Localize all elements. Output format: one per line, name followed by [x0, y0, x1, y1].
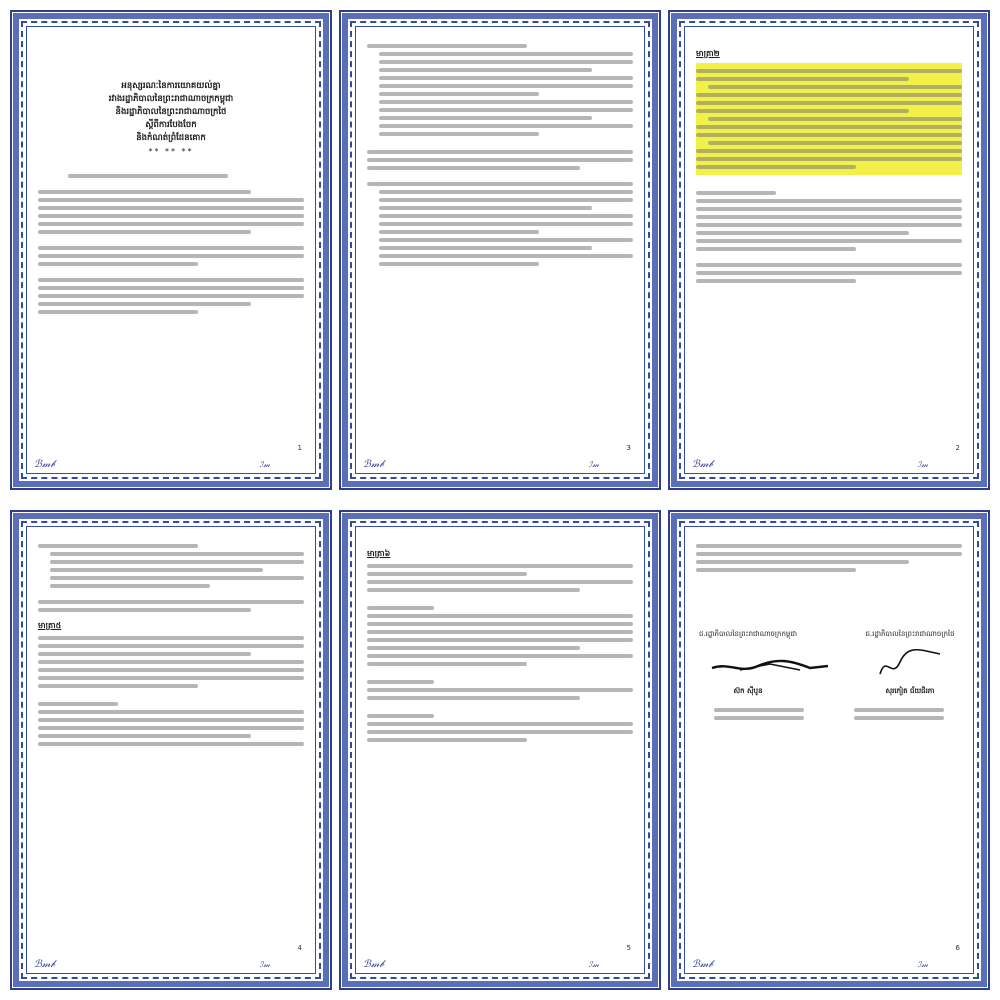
text-line [379, 84, 633, 88]
text-line [367, 166, 580, 170]
heading-stars: ** ** ** [148, 147, 194, 156]
text-line [38, 254, 304, 258]
text-line [38, 286, 304, 290]
initial-signature: ℐ𝓂 [588, 460, 599, 469]
text-line [367, 564, 633, 568]
text-line [38, 198, 304, 202]
article-heading: មាត្រា៦ [367, 549, 391, 558]
page-number: 3 [626, 444, 631, 452]
text-line [367, 182, 633, 186]
text-line [367, 662, 527, 666]
text-line [379, 238, 633, 242]
text-line [696, 125, 962, 129]
document-page-3 [339, 10, 661, 490]
page-body [38, 40, 304, 448]
text-line [38, 302, 251, 306]
text-line [367, 696, 580, 700]
text-line [854, 716, 944, 720]
text-line [38, 262, 198, 266]
text-line [367, 738, 527, 742]
text-line [379, 198, 633, 202]
text-line [696, 223, 962, 227]
text-line [38, 718, 304, 722]
text-line [38, 710, 304, 714]
initial-signature: ℬ𝓂𝒷 [34, 459, 55, 470]
text-line [38, 278, 304, 282]
text-line [696, 544, 962, 548]
text-line [379, 206, 592, 210]
text-line [50, 552, 304, 556]
text-line [379, 190, 633, 194]
text-line [38, 668, 304, 672]
text-line [367, 622, 633, 626]
text-line [696, 207, 962, 211]
text-line [696, 568, 856, 572]
text-line [38, 726, 304, 730]
signatory-left-title [714, 704, 804, 724]
text-line [367, 630, 633, 634]
text-line [696, 149, 962, 153]
text-line [379, 100, 633, 104]
document-page-5 [339, 510, 661, 990]
text-line [696, 239, 962, 243]
right-signature-mark [870, 644, 950, 684]
text-line [696, 215, 962, 219]
text-line [367, 722, 633, 726]
text-line [714, 708, 804, 712]
text-line [38, 206, 304, 210]
page-number: 1 [297, 444, 302, 452]
text-line [68, 174, 228, 178]
text-line [50, 584, 210, 588]
text-line [367, 588, 580, 592]
text-line [379, 68, 592, 72]
page-body [38, 540, 304, 948]
text-line [379, 246, 592, 250]
initial-signature: ℬ𝓂𝒷 [34, 959, 55, 970]
heading-line: និងកំណត់ព្រំដែនគោក [136, 133, 206, 143]
page-body [367, 40, 633, 448]
text-line [367, 730, 633, 734]
text-line [38, 644, 304, 648]
text-line [379, 214, 633, 218]
text-line [708, 141, 962, 145]
page-number: 4 [297, 944, 302, 952]
text-line [50, 568, 263, 572]
heading-line: និងរដ្ឋាភិបាលនៃព្រះរាជាណាចក្រថៃ [115, 107, 227, 117]
initial-signature: ℐ𝓂 [259, 460, 270, 469]
heading-line: អនុស្សរណៈនៃការយោគយល់គ្នា [121, 81, 221, 91]
text-line [50, 576, 304, 580]
text-line [38, 684, 198, 688]
text-line [379, 52, 633, 56]
text-line [379, 108, 633, 112]
signatory-right-caption: ជ.រដ្ឋាភិបាលនៃព្រះរាជាណាចក្រថៃ [865, 630, 955, 638]
text-line [696, 191, 776, 195]
page-body [696, 540, 962, 948]
text-line [367, 606, 434, 610]
text-line [38, 636, 304, 640]
text-line [379, 230, 539, 234]
text-line [38, 294, 304, 298]
text-line [38, 214, 304, 218]
text-line [367, 44, 527, 48]
initial-signature: ℬ𝓂𝒷 [363, 459, 384, 470]
text-line [38, 660, 304, 664]
text-line [379, 254, 633, 258]
text-line [379, 222, 633, 226]
document-page-4 [10, 510, 332, 990]
text-line [379, 132, 539, 136]
text-line [708, 85, 962, 89]
text-line [708, 117, 962, 121]
text-line [696, 263, 962, 267]
initial-signature: ℬ𝓂𝒷 [363, 959, 384, 970]
text-line [38, 230, 251, 234]
page-number: 5 [626, 944, 631, 952]
text-line [367, 158, 633, 162]
highlighted-passage [696, 63, 962, 175]
text-line [38, 742, 304, 746]
document-page-6 [668, 510, 990, 990]
text-line [696, 77, 909, 81]
text-line [696, 69, 962, 73]
page-body [696, 40, 962, 448]
initial-signature: ℬ𝓂𝒷 [692, 459, 713, 470]
text-line [38, 310, 198, 314]
initial-signature: ℐ𝓂 [917, 960, 928, 969]
text-line [367, 688, 633, 692]
text-line [714, 716, 804, 720]
text-line [696, 157, 962, 161]
text-line [696, 165, 856, 169]
text-line [854, 708, 944, 712]
signatory-left-name: ស៊ក ស៊ីបូន [733, 687, 763, 695]
signatory-right-title [854, 704, 944, 724]
text-line [696, 133, 962, 137]
text-line [367, 572, 527, 576]
text-line [696, 109, 909, 113]
initial-signature: ℐ𝓂 [917, 460, 928, 469]
page-number: 2 [955, 444, 960, 452]
left-signature-mark [710, 652, 830, 678]
document-page-1 [10, 10, 332, 490]
text-line [696, 93, 962, 97]
heading-line: រវាងរដ្ឋាភិបាលនៃព្រះរាជាណាចក្រកម្ពុជា [108, 94, 234, 104]
text-line [38, 600, 304, 604]
text-line [38, 608, 251, 612]
text-line [367, 580, 633, 584]
initial-signature: ℬ𝓂𝒷 [692, 959, 713, 970]
text-line [379, 60, 633, 64]
text-line [379, 116, 592, 120]
text-line [367, 614, 633, 618]
text-line [379, 124, 633, 128]
text-line [379, 76, 633, 80]
heading-line: ស្ដីពីការបែងចែក [145, 120, 197, 130]
page-heading [38, 80, 304, 145]
initial-signature: ℐ𝓂 [259, 960, 270, 969]
text-line [367, 714, 434, 718]
article-heading: មាត្រា៥ [38, 621, 62, 630]
text-line [38, 246, 304, 250]
article-heading: មាត្រា២ [696, 49, 720, 58]
text-line [367, 150, 633, 154]
text-line [38, 734, 251, 738]
page-body [367, 540, 633, 948]
text-line [696, 199, 962, 203]
text-line [696, 247, 856, 251]
text-line [367, 680, 434, 684]
document-page-2 [668, 10, 990, 490]
text-line [367, 646, 580, 650]
text-line [38, 676, 304, 680]
text-line [696, 279, 856, 283]
text-line [696, 101, 962, 105]
initial-signature: ℐ𝓂 [588, 960, 599, 969]
text-line [38, 544, 198, 548]
text-line [379, 262, 539, 266]
text-line [38, 652, 251, 656]
text-line [38, 190, 251, 194]
text-line [379, 92, 539, 96]
signatory-right-name: សុរកៀត ជ័យជិរភា [885, 687, 935, 695]
signatory-left-caption: ជ.រដ្ឋាភិបាលនៃព្រះរាជាណាចក្រកម្ពុជា [699, 630, 797, 638]
text-line [696, 552, 962, 556]
text-line [50, 560, 304, 564]
page-number: 6 [955, 944, 960, 952]
text-line [367, 654, 633, 658]
text-line [38, 702, 118, 706]
text-line [696, 231, 909, 235]
text-line [696, 271, 962, 275]
text-line [367, 638, 633, 642]
text-line [38, 222, 304, 226]
text-line [696, 560, 909, 564]
